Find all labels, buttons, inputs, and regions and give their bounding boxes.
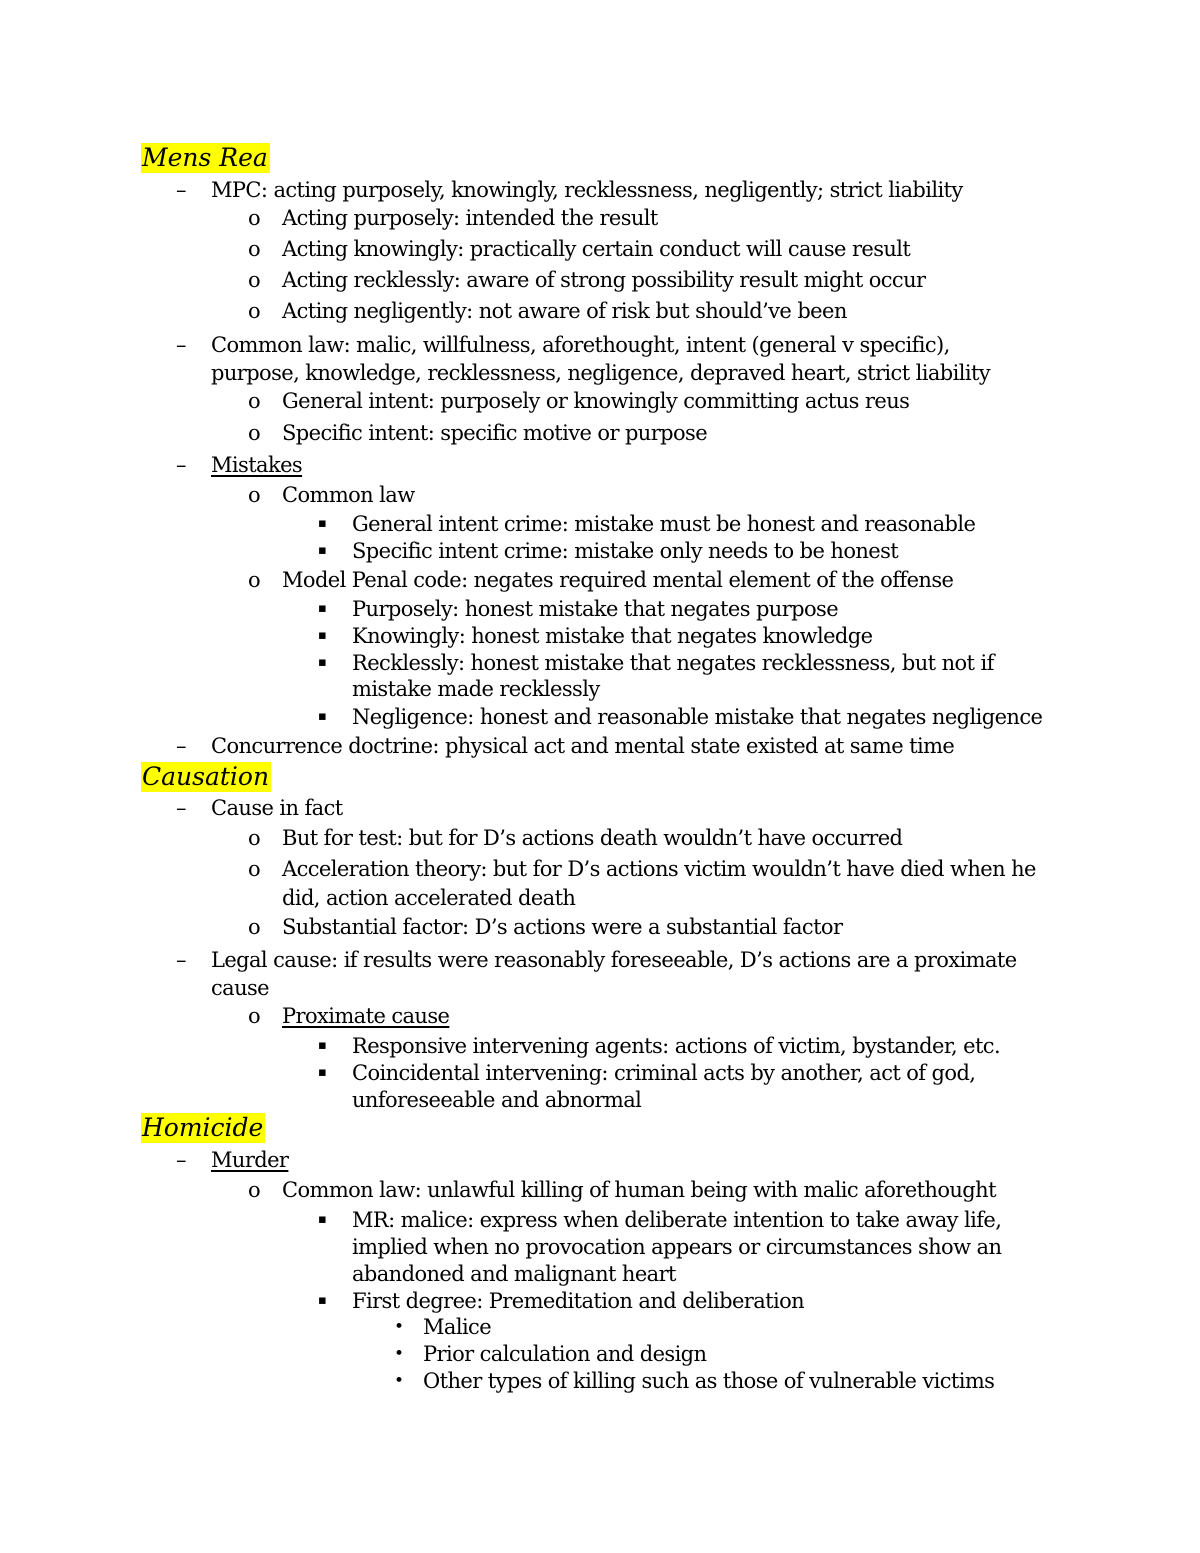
list-item-other-types: Other types of killing such as those of vulnerable victims [423, 1369, 995, 1393]
list-item-specific-intent-crime: Specific intent crime: mistake only needs to be honest [352, 539, 899, 563]
list-item-recklessly: Acting recklessly: aware of strong possibility result might occur [282, 268, 926, 292]
circle-marker: o [248, 206, 261, 230]
square-marker: ▪ [318, 1293, 327, 1308]
list-item-mistake-recklessly: Recklessly: honest mistake that negates recklessness, but not if [352, 651, 994, 675]
list-item-legal-cause: Legal cause: if results were reasonably foreseeable, D’s actions are a proximate [211, 948, 1017, 972]
section-heading-mens-rea: Mens Rea [142, 143, 268, 172]
list-item-mistakes-common-law: Common law [282, 483, 415, 507]
circle-marker: o [248, 389, 261, 413]
circle-marker: o [248, 857, 261, 881]
list-item-model-penal-code: Model Penal code: negates required mental element of the offense [282, 568, 954, 592]
list-item-acceleration-cont: did, action accelerated death [282, 886, 576, 910]
list-item-coincidental: Coincidental intervening: criminal acts by another, act of god, [352, 1061, 976, 1085]
circle-marker: o [248, 237, 261, 261]
list-item-coincidental-cont: unforeseeable and abnormal [352, 1088, 642, 1112]
list-item-specific-intent: Specific intent: specific motive or purpose [282, 421, 708, 445]
list-item-mistake-recklessly-cont: mistake made recklessly [352, 677, 600, 701]
list-item-malice: MR: malice: express when deliberate intention to take away life, [352, 1208, 1002, 1232]
circle-marker: o [248, 421, 261, 445]
list-item-common-law: Common law: malic, willfulness, aforethought, intent (general v specific), [211, 333, 950, 357]
list-item-murder: Murder [211, 1148, 289, 1172]
list-item-cause-in-fact: Cause in fact [211, 796, 343, 820]
list-item-general-intent-crime: General intent crime: mistake must be honest and reasonable [352, 512, 976, 536]
list-item-general-intent: General intent: purposely or knowingly committing actus reus [282, 389, 910, 413]
circle-marker: o [248, 268, 261, 292]
square-marker: ▪ [318, 655, 327, 670]
dash-marker: – [176, 734, 187, 758]
list-item-common-law-cont: purpose, knowledge, recklessness, negligence, depraved heart, strict liability [211, 361, 991, 385]
list-item-knowingly: Acting knowingly: practically certain conduct will cause result [282, 237, 911, 261]
list-item-mistake-purposely: Purposely: honest mistake that negates purpose [352, 597, 839, 621]
list-item-proximate-cause: Proximate cause [282, 1004, 450, 1028]
circle-marker: o [248, 915, 261, 939]
list-item-prior-calculation: Prior calculation and design [423, 1342, 707, 1366]
list-item-but-for: But for test: but for D’s actions death wouldn’t have occurred [282, 826, 903, 850]
bullet-marker: • [394, 1371, 405, 1391]
dash-marker: – [176, 178, 187, 202]
circle-marker: o [248, 483, 261, 507]
square-marker: ▪ [318, 628, 327, 643]
dash-marker: – [176, 948, 187, 972]
list-item-substantial-factor: Substantial factor: D’s actions were a substantial factor [282, 915, 843, 939]
square-marker: ▪ [318, 516, 327, 531]
circle-marker: o [248, 1178, 261, 1202]
list-item-malice-element: Malice [423, 1315, 492, 1339]
bullet-marker: • [394, 1344, 405, 1364]
square-marker: ▪ [318, 709, 327, 724]
list-item-first-degree: First degree: Premeditation and deliberation [352, 1289, 805, 1313]
circle-marker: o [248, 826, 261, 850]
list-item-purposely: Acting purposely: intended the result [282, 206, 658, 230]
square-marker: ▪ [318, 1212, 327, 1227]
dash-marker: – [176, 1148, 187, 1172]
bullet-marker: • [394, 1317, 405, 1337]
square-marker: ▪ [318, 601, 327, 616]
list-item-responsive: Responsive intervening agents: actions of victim, bystander, etc. [352, 1034, 1001, 1058]
square-marker: ▪ [318, 1065, 327, 1080]
list-item-malice-cont: implied when no provocation appears or circumstances show an [352, 1235, 1002, 1259]
list-item-murder-common-law: Common law: unlawful killing of human being with malic aforethought [282, 1178, 996, 1202]
section-heading-homicide: Homicide [142, 1113, 264, 1142]
dash-marker: – [176, 796, 187, 820]
circle-marker: o [248, 568, 261, 592]
square-marker: ▪ [318, 1038, 327, 1053]
dash-marker: – [176, 333, 187, 357]
list-item-legal-cause-cont: cause [211, 976, 270, 1000]
circle-marker: o [248, 1004, 261, 1028]
list-item-mistake-negligence: Negligence: honest and reasonable mistake that negates negligence [352, 705, 1043, 729]
list-item-mistake-knowingly: Knowingly: honest mistake that negates knowledge [352, 624, 873, 648]
list-item-concurrence: Concurrence doctrine: physical act and mental state existed at same time [211, 734, 955, 758]
square-marker: ▪ [318, 543, 327, 558]
list-item-acceleration: Acceleration theory: but for D’s actions victim wouldn’t have died when he [282, 857, 1036, 881]
circle-marker: o [248, 299, 261, 323]
list-item-mpc: MPC: acting purposely, knowingly, recklessness, negligently; strict liability [211, 178, 963, 202]
section-heading-causation: Causation [142, 762, 270, 791]
list-item-negligently: Acting negligently: not aware of risk but should’ve been [282, 299, 847, 323]
list-item-malice-cont2: abandoned and malignant heart [352, 1262, 676, 1286]
dash-marker: – [176, 453, 187, 477]
list-item-mistakes: Mistakes [211, 453, 303, 477]
